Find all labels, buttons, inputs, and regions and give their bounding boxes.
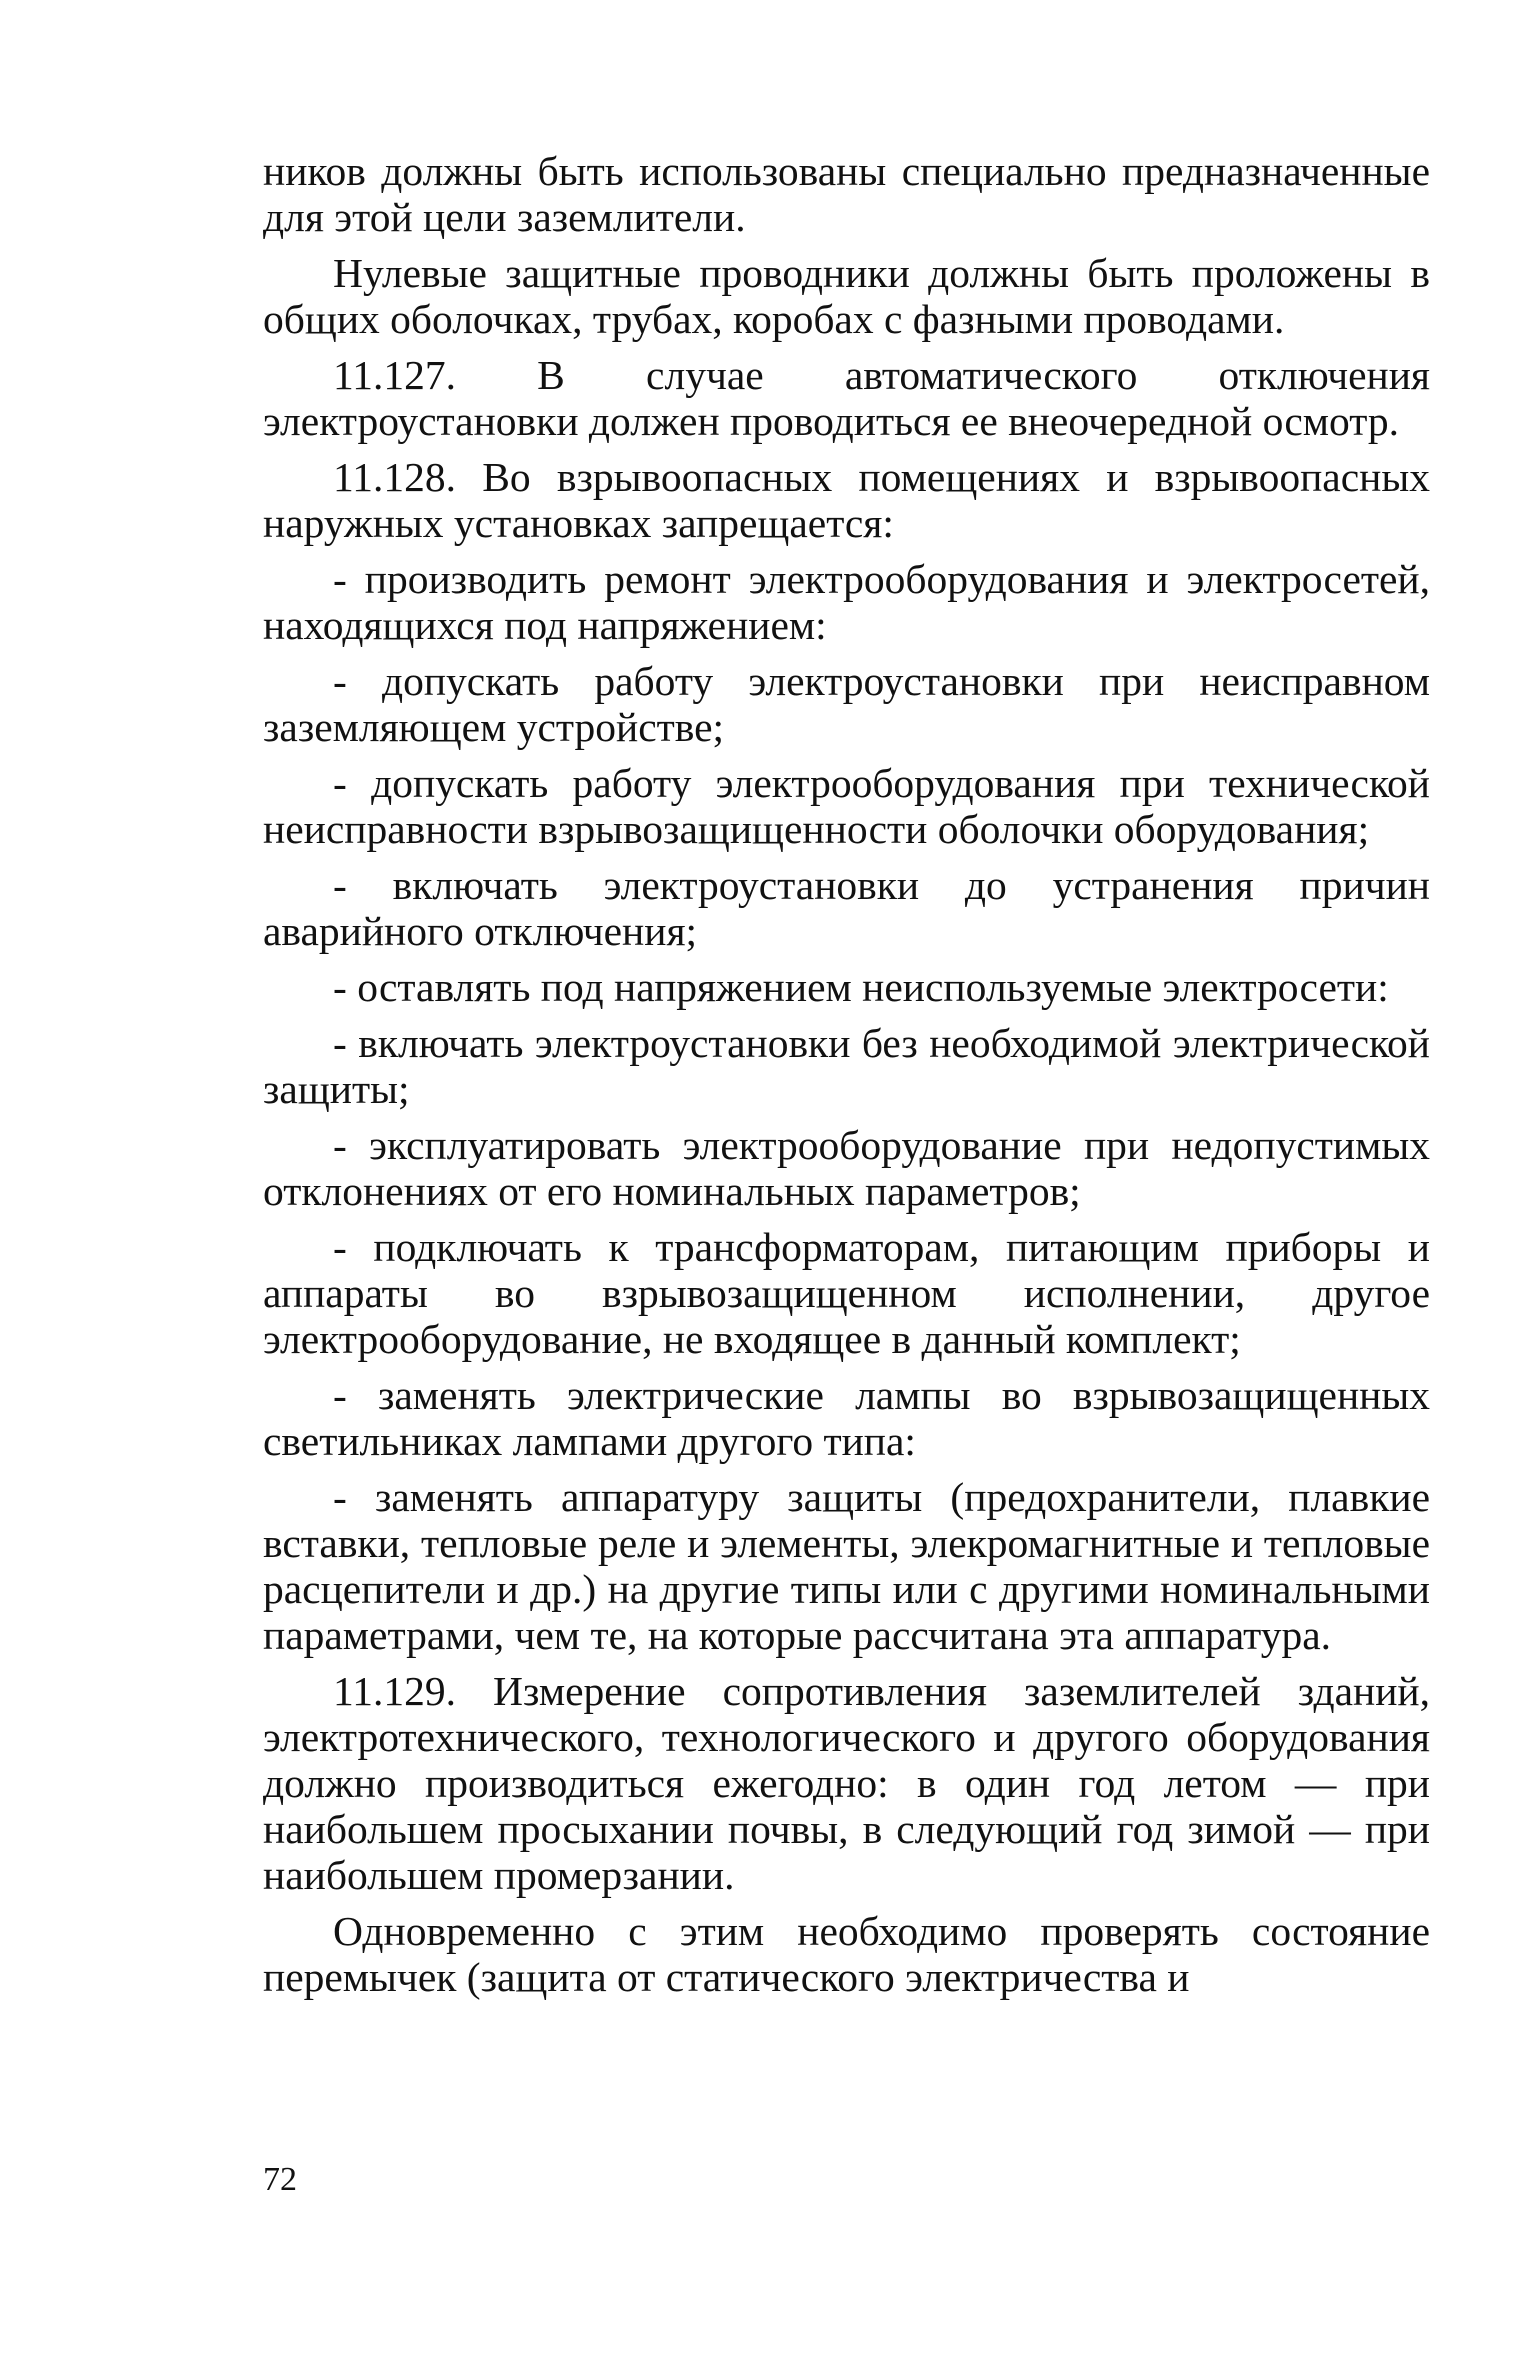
list-item-electrical-protection: - включать электроустановки без необходимой электрической защиты; [263, 1020, 1430, 1112]
paragraph-11-128: 11.128. Во взрывоопасных помещениях и взрывоопасных наружных установках запрещается: [263, 454, 1430, 546]
list-item-grounding: - допускать работу электроустановки при неисправном заземляющем устройстве; [263, 658, 1430, 750]
list-item-repair: - производить ремонт электрооборудования и электросетей, находящихся под напряжением: [263, 556, 1430, 648]
list-item-transformers: - подключать к трансформаторам, питающим приборы и аппараты во взрывозащищенном исполнении, другое электрооборудование, не входящее в данный комплект; [263, 1224, 1430, 1362]
page-number: 72 [263, 2161, 297, 2198]
list-item-explosion-protection: - допускать работу электрооборудования при технической неисправности взрывозащищенности оболочки оборудования; [263, 760, 1430, 852]
paragraph-continuation: ников должны быть использованы специально предназначенные для этой цели заземлители. [263, 148, 1430, 240]
list-item-emergency-shutdown: - включать электроустановки до устранения причин аварийного отключения; [263, 862, 1430, 954]
paragraph-neutral-conductors: Нулевые защитные проводники должны быть проложены в общих оболочках, трубах, коробах с фазными проводами. [263, 250, 1430, 342]
page-text-block [263, 148, 1430, 2010]
list-item-lamps: - заменять электрические лампы во взрывозащищенных светильниках лампами другого типа: [263, 1372, 1430, 1464]
paragraph-11-127: 11.127. В случае автоматического отключения электроустановки должен проводиться ее внеочередной осмотр. [263, 352, 1430, 444]
paragraph-11-129: 11.129. Измерение сопротивления заземлителей зданий, электротехнического, технологического и другого оборудования должно производиться ежегодно: в один год летом — при наибольшем просыхании почвы, в следующий год зимой — при наибольшем промерзании. [263, 1668, 1430, 1898]
paragraph-jumpers-check: Одновременно с этим необходимо проверять состояние перемычек (защита от статического электричества и [263, 1908, 1430, 2000]
list-item-protection-equipment: - заменять аппаратуру защиты (предохранители, плавкие вставки, тепловые реле и элементы, элекромагнитные и тепловые расцепители и др.) на другие типы или с другими номинальными параметрами, чем те, на которые рассчитана эта аппаратура. [263, 1474, 1430, 1658]
list-item-unused-networks: - оставлять под напряжением неиспользуемые электросети: [333, 964, 1389, 1010]
list-item-parameters: - эксплуатировать электрооборудование при недопустимых отклонениях от его номинальных параметров; [263, 1122, 1430, 1214]
